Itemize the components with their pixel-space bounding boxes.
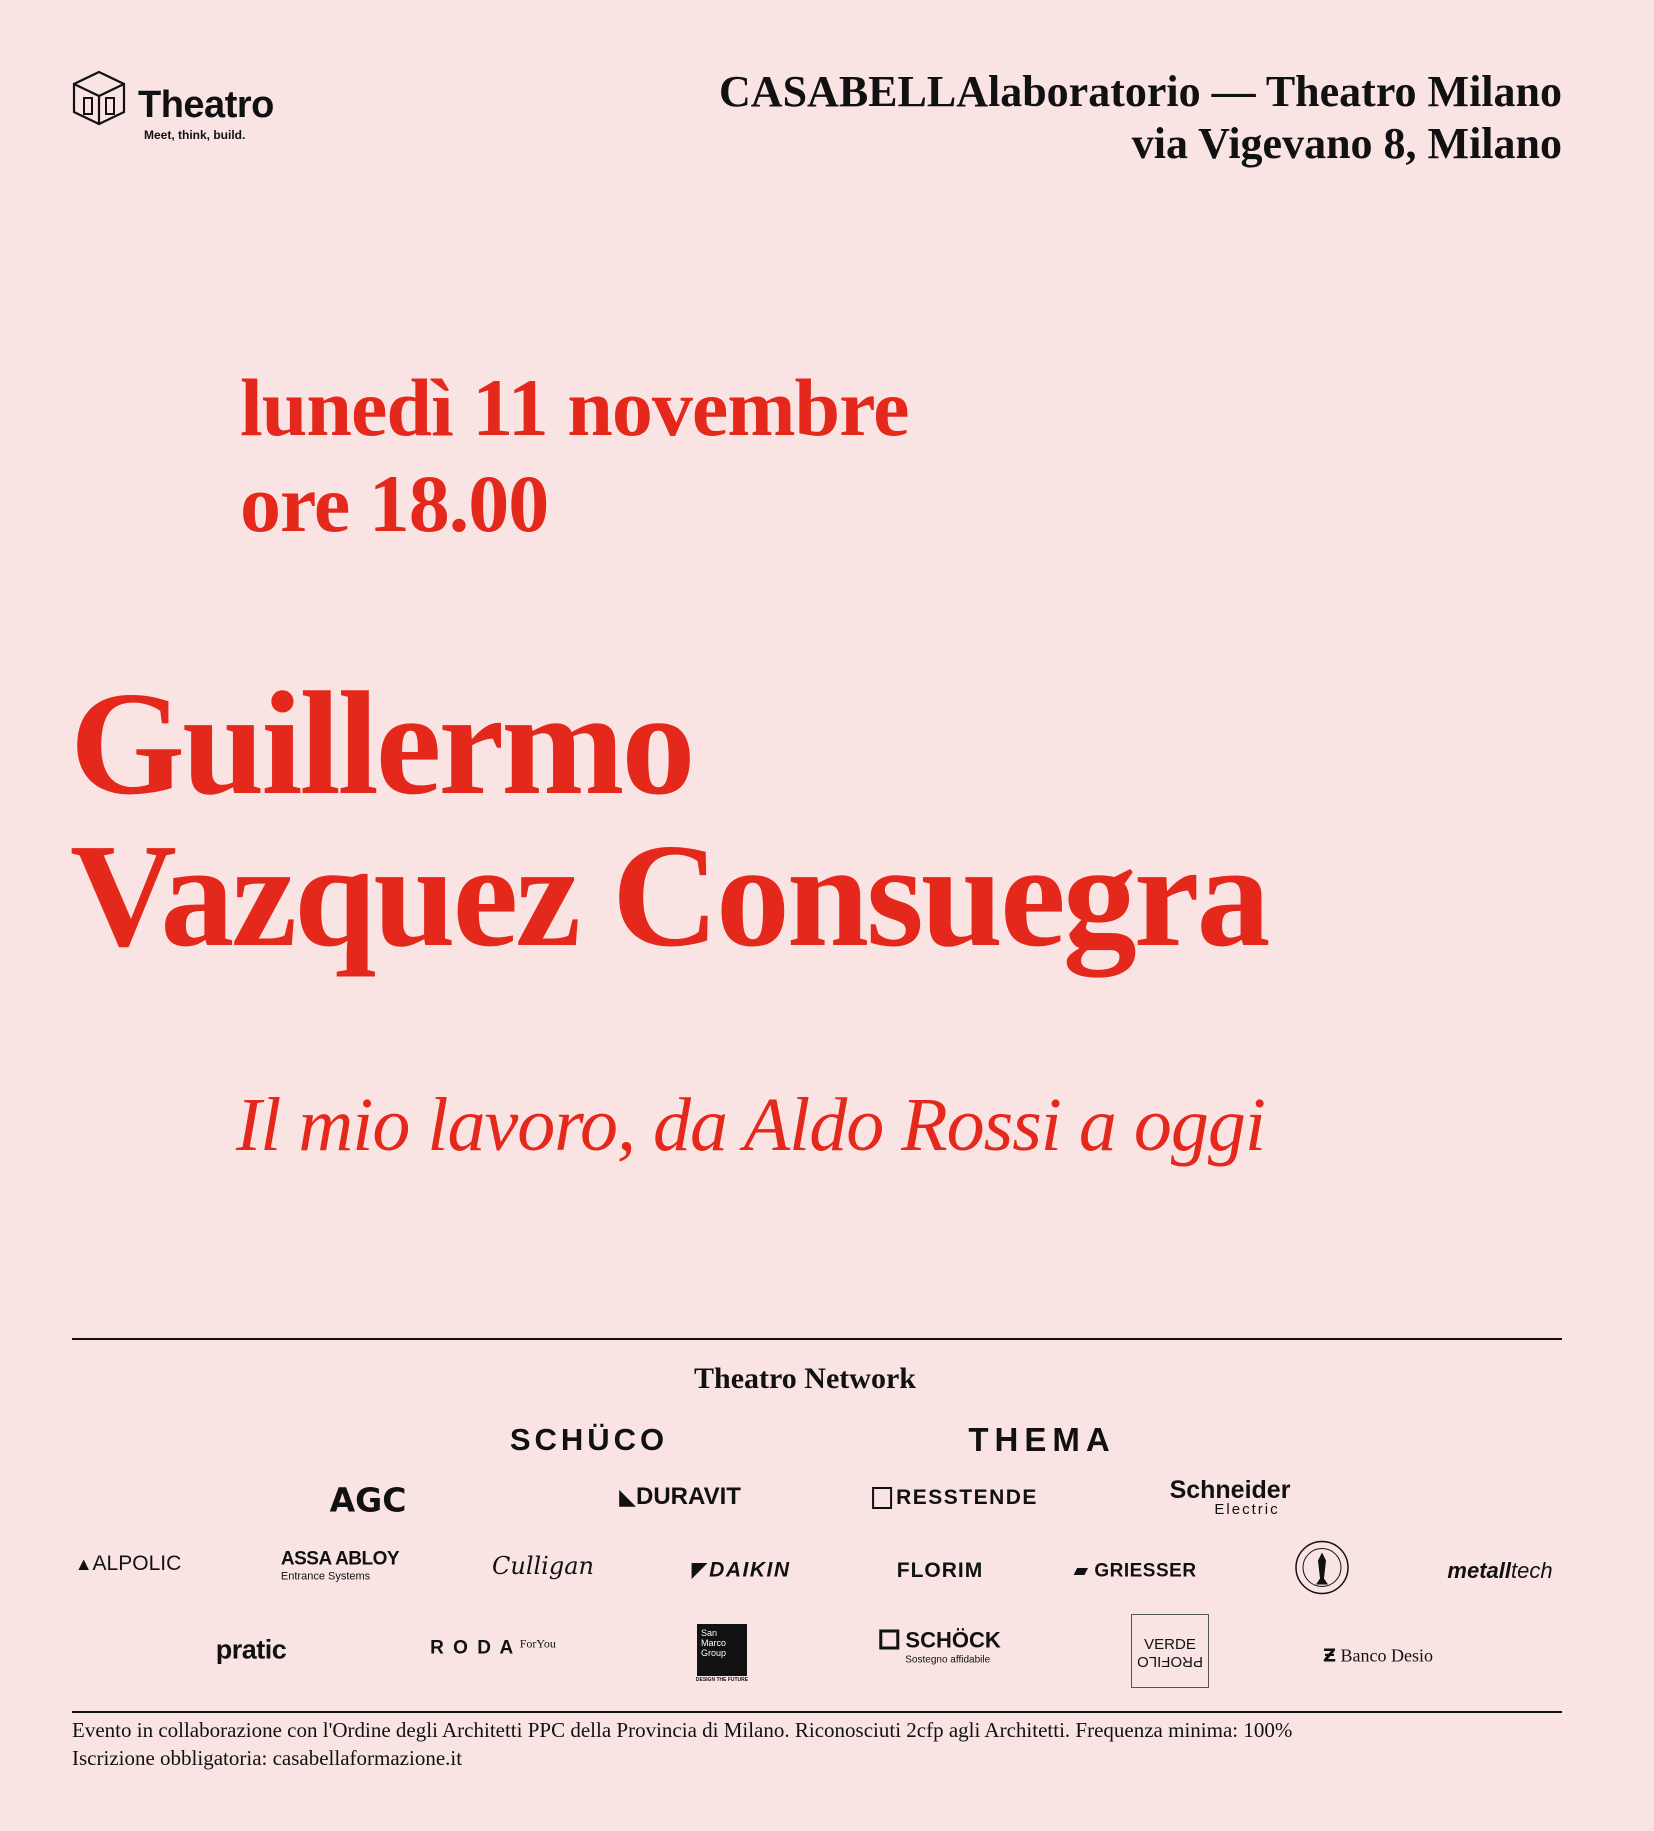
divider-top (72, 1338, 1562, 1340)
footer-notes (72, 1716, 1292, 1772)
schock-name-row (879, 1627, 1001, 1653)
speaker-first-name: Guillermo (70, 662, 693, 826)
assa-abloy-name: ASSA ABLOY (280, 1548, 400, 1570)
metalltech-name-bold: metall (1447, 1558, 1511, 1583)
duravit-name: DURAVIT (636, 1483, 741, 1510)
schock-mark-icon (879, 1630, 899, 1650)
banco-mark-icon: Ƶ (1322, 1645, 1337, 1667)
alpolic-mark-icon: ▲ (74, 1554, 93, 1574)
schock-name: SCHÖCK (905, 1627, 1001, 1653)
schneider-logo (1169, 1476, 1291, 1520)
venue-line-1: CASABELLAlaboratorio — Theatro Milano (719, 67, 1562, 116)
daikin-name: DAIKIN (709, 1558, 791, 1582)
theatro-cube-icon (70, 70, 128, 126)
roda-name: R O D A (430, 1637, 516, 1659)
schock-sub: Sostegno affidabile (905, 1654, 991, 1666)
assa-abloy-sub: Entrance Systems (280, 1570, 371, 1583)
speaker-name (70, 662, 1268, 978)
roda-sub: ForYou (519, 1636, 556, 1651)
griesser-name: GRIESSER (1094, 1560, 1197, 1582)
event-time: ore 18.00 (240, 458, 549, 549)
event-date: lunedì 11 novembre (240, 362, 909, 453)
roda-logo (430, 1636, 556, 1659)
culligan-logo: Culligan (492, 1552, 594, 1580)
schneider-sub: Electric (1214, 1501, 1280, 1518)
resstende-mark-icon (872, 1487, 892, 1509)
thema-logo: THEMA (968, 1421, 1116, 1458)
verde-profilo-logo (1131, 1614, 1209, 1688)
san-marco-name: San Marco Group (701, 1628, 727, 1658)
event-datetime (240, 360, 908, 552)
florim-logo: FLORIM (896, 1559, 984, 1582)
venue-address: via Vigevano 8, Milano (1131, 119, 1562, 168)
speaker-last-name: Vazquez Consuegra (70, 814, 1268, 978)
profilo-name: PROFILO (1137, 1653, 1203, 1670)
duravit-logo (619, 1483, 741, 1511)
daikin-logo (692, 1558, 791, 1583)
pratic-logo: pratic (215, 1634, 287, 1665)
alpolic-logo (75, 1552, 182, 1576)
schuco-logo: SCHÜCO (509, 1422, 669, 1457)
schock-logo (879, 1627, 1001, 1671)
talk-title: Il mio lavoro, da Aldo Rossi a oggi (236, 1083, 1265, 1167)
logo-tagline: Meet, think, build. (144, 128, 246, 142)
san-marco-group-logo (697, 1624, 747, 1676)
schneider-name: Schneider (1169, 1476, 1291, 1504)
agc-logo: AGC (329, 1480, 407, 1520)
verde-name: VERDE (1144, 1636, 1196, 1653)
network-title: Theatro Network (694, 1362, 916, 1395)
resstende-name: RESSTENDE (896, 1486, 1038, 1509)
footer-line-1: Evento in collaborazione con l'Ordine degli Architetti PPC della Provincia di Milano. Riconosciuti 2cfp agli Architetti. Frequenza minima: 100% (72, 1718, 1293, 1742)
banco-name: Banco Desio (1340, 1645, 1434, 1666)
divider-bottom (72, 1711, 1562, 1713)
venue-info (719, 66, 1562, 170)
griesser-mark-icon: ▰ (1073, 1560, 1089, 1582)
assa-abloy-logo (281, 1550, 399, 1587)
metalltech-name-light: tech (1511, 1558, 1553, 1583)
duravit-mark-icon: ◣ (619, 1484, 637, 1509)
banco-desio-logo (1323, 1646, 1433, 1667)
theatro-logo (70, 70, 290, 146)
footer-registration: Iscrizione obbligatoria: casabellaformazione.it (72, 1746, 463, 1770)
logo-name: Theatro (138, 84, 274, 126)
metalltech-logo (1447, 1558, 1552, 1584)
daikin-mark-icon: ◤ (691, 1558, 710, 1582)
ordine-architetti-seal-icon (1293, 1539, 1351, 1602)
alpolic-name: ALPOLIC (92, 1552, 182, 1575)
san-marco-sub: DESIGN THE FUTURE (695, 1677, 749, 1683)
griesser-logo (1073, 1560, 1196, 1583)
resstende-logo (872, 1486, 1038, 1510)
